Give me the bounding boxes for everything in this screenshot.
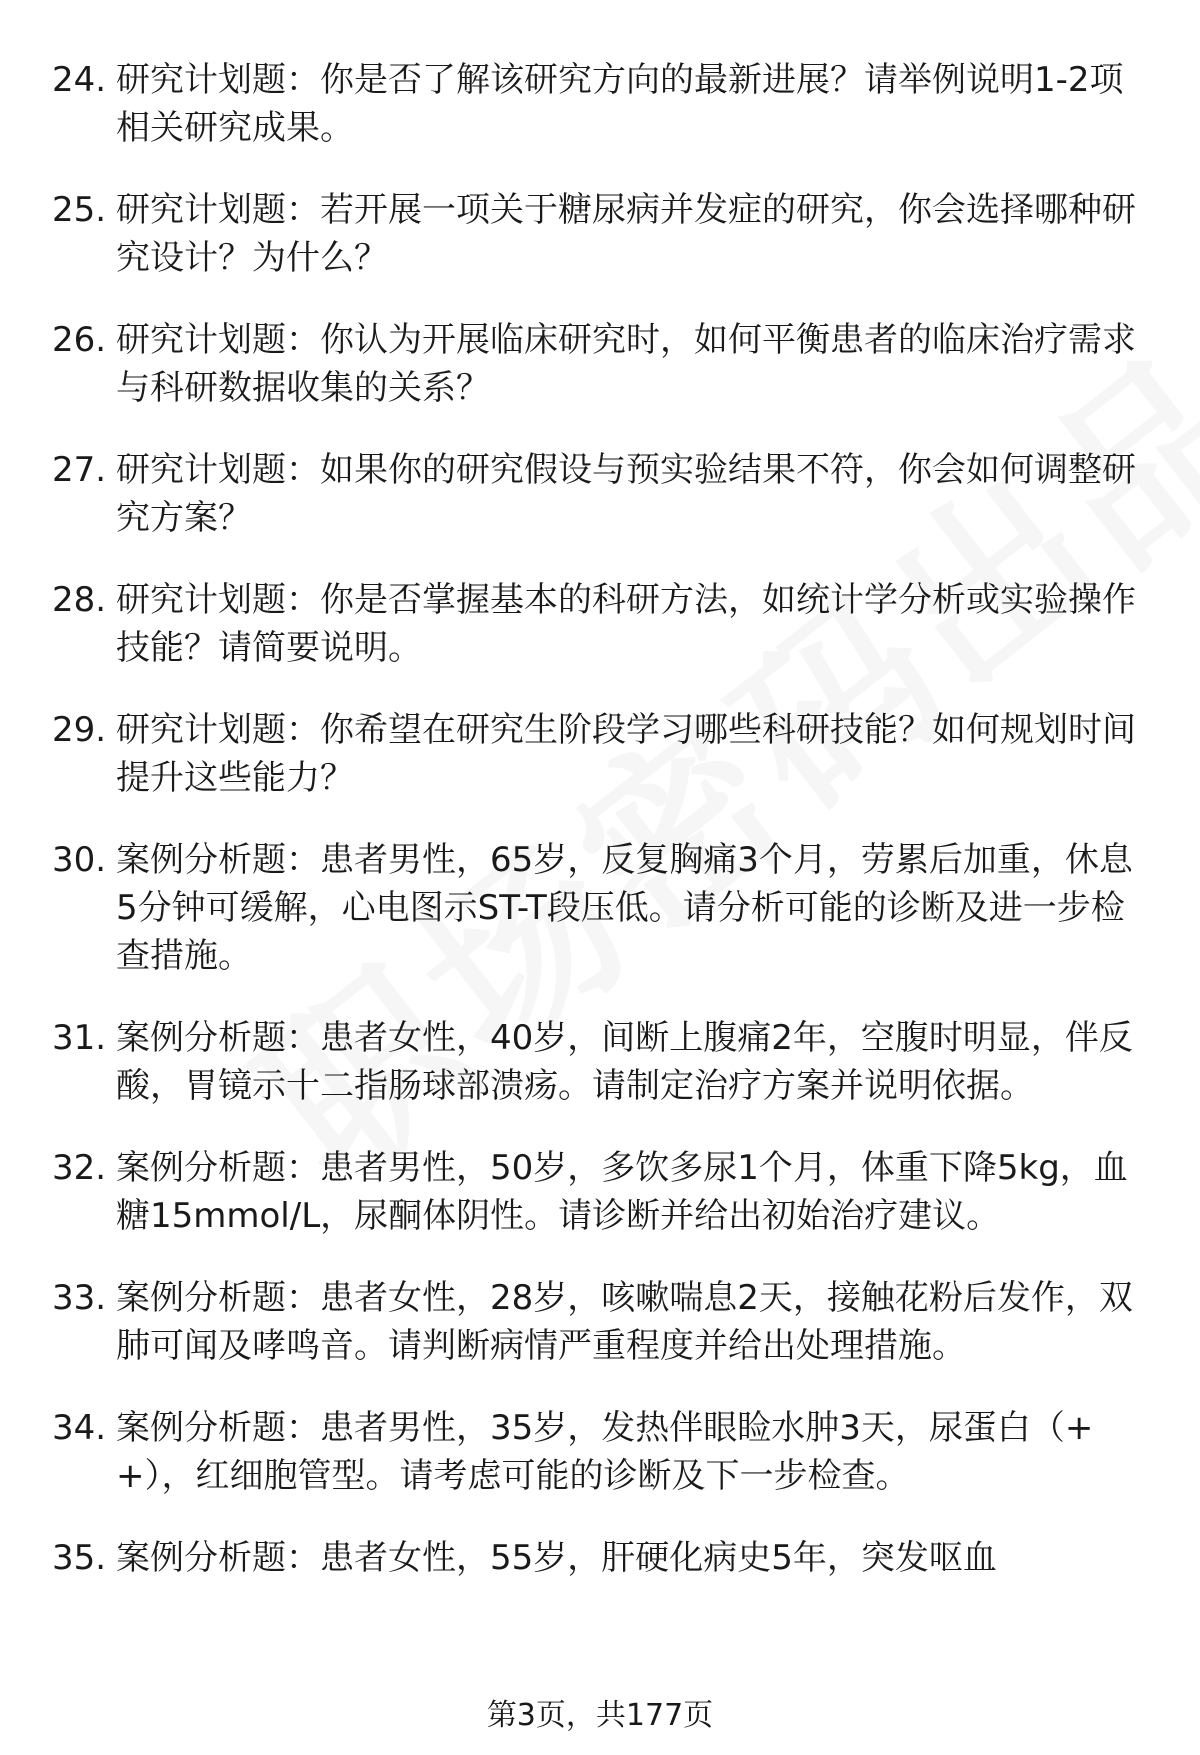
- question-number: 24.: [52, 60, 107, 100]
- question-number: 26.: [52, 320, 107, 360]
- question-text: 研究计划题：如果你的研究假设与预实验结果不符，你会如何调整研究方案？: [116, 450, 1136, 538]
- question-text: 研究计划题：若开展一项关于糖尿病并发症的研究，你会选择哪种研究设计？为什么？: [116, 190, 1136, 278]
- question-item: [52, 446, 1152, 542]
- question-text: 研究计划题：你认为开展临床研究时，如何平衡患者的临床治疗需求与科研数据收集的关系？: [116, 320, 1136, 408]
- question-list: [52, 56, 1152, 1616]
- question-item: [52, 706, 1152, 802]
- question-item: [52, 56, 1152, 152]
- question-number: 33.: [52, 1278, 107, 1318]
- question-number: 35.: [52, 1538, 107, 1578]
- question-item: [52, 836, 1152, 980]
- question-item: [52, 186, 1152, 282]
- question-text: 案例分析题：患者女性，55岁，肝硬化病史5年，突发呕血: [116, 1538, 997, 1578]
- question-number: 27.: [52, 450, 107, 490]
- question-item: [52, 1274, 1152, 1370]
- question-number: 28.: [52, 580, 107, 620]
- question-item: [52, 576, 1152, 672]
- question-item: [52, 1404, 1152, 1500]
- question-number: 31.: [52, 1018, 107, 1058]
- question-text: 案例分析题：患者女性，28岁，咳嗽喘息2天，接触花粉后发作，双肺可闻及哮鸣音。请判断病情严重程度并给出处理措施。: [116, 1278, 1133, 1366]
- question-text: 案例分析题：患者男性，50岁，多饮多尿1个月，体重下降5kg，血糖15mmol/L，尿酮体阴性。请诊断并给出初始治疗建议。: [116, 1148, 1128, 1236]
- question-item: [52, 316, 1152, 412]
- question-number: 25.: [52, 190, 107, 230]
- question-item: [52, 1534, 1152, 1582]
- question-item: [52, 1014, 1152, 1110]
- page-footer: 第3页，共177页: [486, 1698, 714, 1733]
- question-item: [52, 1144, 1152, 1240]
- question-text: 案例分析题：患者男性，65岁，反复胸痛3个月，劳累后加重，休息5分钟可缓解，心电图示ST-T段压低。请分析可能的诊断及进一步检查措施。: [116, 840, 1133, 976]
- question-text: 研究计划题：你希望在研究生阶段学习哪些科研技能？如何规划时间提升这些能力？: [116, 710, 1136, 798]
- question-text: 研究计划题：你是否掌握基本的科研方法，如统计学分析或实验操作技能？请简要说明。: [116, 580, 1136, 668]
- question-number: 34.: [52, 1408, 107, 1448]
- question-text: 案例分析题：患者女性，40岁，间断上腹痛2年，空腹时明显，伴反酸，胃镜示十二指肠球部溃疡。请制定治疗方案并说明依据。: [116, 1018, 1133, 1106]
- question-number: 29.: [52, 710, 107, 750]
- question-number: 32.: [52, 1148, 107, 1188]
- question-number: 30.: [52, 840, 107, 880]
- question-text: 研究计划题：你是否了解该研究方向的最新进展？请举例说明1-2项相关研究成果。: [116, 60, 1124, 148]
- question-text: 案例分析题：患者男性，35岁，发热伴眼睑水肿3天，尿蛋白（++），红细胞管型。请考虑可能的诊断及下一步检查。: [116, 1408, 1094, 1496]
